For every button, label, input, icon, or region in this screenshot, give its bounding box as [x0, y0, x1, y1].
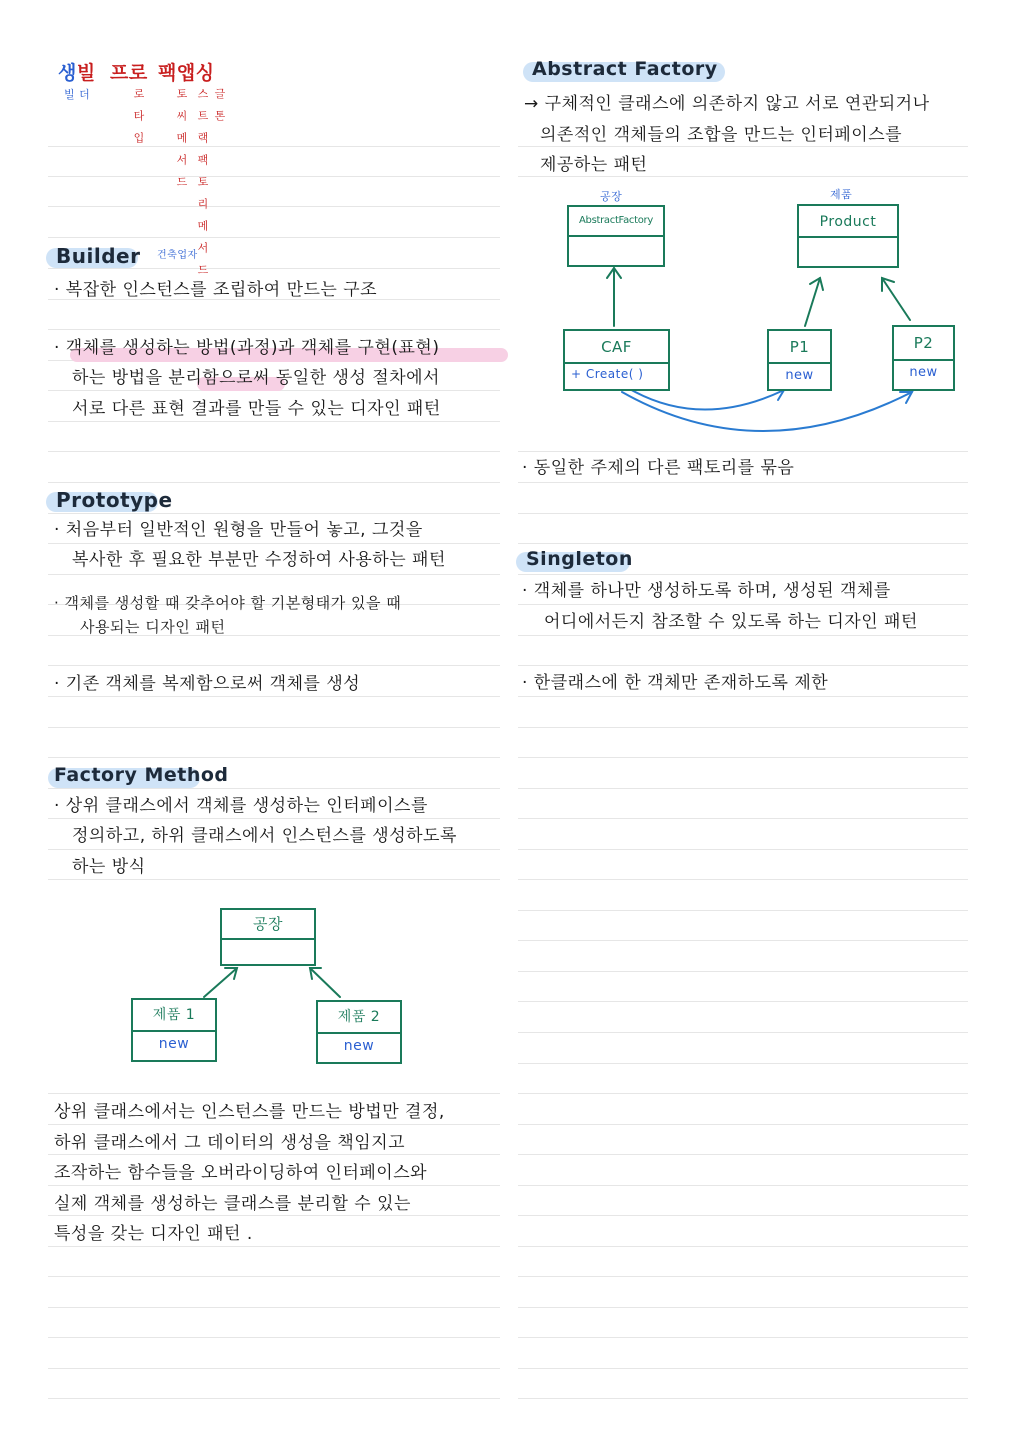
- af-box-product: [797, 204, 899, 268]
- prototype-line-3: · 객체를 생성할 때 갖추어야 할 기본형태가 있을 때: [54, 594, 402, 612]
- fm-box-product-1-label: 제품 1: [152, 1007, 196, 1023]
- builder-line-2: · 객체를 생성하는 방법(과정)과 객체를 구현(표현): [54, 338, 440, 358]
- abstract-factory-line-3: 제공하는 패턴: [540, 155, 648, 175]
- af-box-abstract-factory: [567, 205, 665, 267]
- mnemonic-word-1: 생빌: [58, 62, 96, 84]
- mnemonic-sub-singleton: 글 톤: [213, 88, 226, 120]
- factory-method-summary-2: 하위 클래스에서 그 데이터의 생성을 책임지고: [54, 1133, 406, 1153]
- abstract-factory-note: · 동일한 주제의 다른 팩토리를 묶음: [522, 458, 795, 478]
- singleton-line-1: · 객체를 하나만 생성하도록 하며, 생성된 객체를: [522, 581, 891, 601]
- fm-box-factory-label: 공장: [253, 915, 283, 933]
- abstract-factory-line-1: → 구체적인 클래스에 의존하지 않고 서로 연관되거나: [524, 94, 930, 114]
- af-box-caf-method: + Create( ): [571, 367, 644, 381]
- mnemonic-word-3: 팩앱싱: [158, 62, 215, 84]
- mnemonic-sub-builder: 빌 더: [64, 88, 91, 101]
- af-box-p1: [767, 329, 832, 391]
- factory-method-summary-5: 특성을 갖는 디자인 패턴 .: [54, 1224, 253, 1244]
- af-factory-caption: 공장: [600, 190, 623, 203]
- af-box-product-label: Product: [819, 214, 877, 230]
- af-arrow-p1: [805, 278, 820, 326]
- fm-box-product-2-label: 제품 2: [337, 1009, 381, 1025]
- abstract-factory-title: Abstract Factory: [532, 58, 718, 80]
- af-box-abstract-factory-label: AbstractFactory: [578, 215, 653, 226]
- prototype-line-5: · 기존 객체를 복제함으로써 객체를 생성: [54, 674, 361, 694]
- mnemonic-sub-abstract: 스 트 랙 팩 토 리 메 서 드: [196, 88, 209, 274]
- factory-method-summary-3: 조작하는 함수들을 오버라이딩하여 인터페이스와: [54, 1163, 428, 1183]
- singleton-title: Singleton: [526, 548, 633, 570]
- mnemonic-sub-proto: 로 타 입: [132, 88, 145, 142]
- builder-line-1: · 복잡한 인스턴스를 조립하여 만드는 구조: [54, 280, 378, 300]
- builder-tag: 건축업자: [157, 250, 198, 261]
- singleton-line-3: · 한클래스에 한 객체만 존재하도록 제한: [522, 673, 829, 693]
- prototype-line-4: 사용되는 디자인 패턴: [80, 618, 226, 636]
- af-box-p2-label: P2: [913, 334, 934, 352]
- abstract-factory-line-2: 의존적인 객체들의 조합을 만드는 인터페이스를: [540, 125, 903, 145]
- prototype-line-1: · 처음부터 일반적인 원형을 만들어 놓고, 그것을: [54, 520, 423, 540]
- factory-method-summary-4: 실제 객체를 생성하는 클래스를 분리할 수 있는: [54, 1194, 411, 1214]
- builder-line-3: 하는 방법을 분리함으로써 동일한 생성 절차에서: [72, 368, 440, 388]
- fm-box-product-2-method: new: [343, 1038, 375, 1054]
- factory-method-title: Factory Method: [54, 764, 229, 786]
- builder-title: Builder: [56, 244, 141, 268]
- af-box-caf: [563, 329, 670, 391]
- singleton-line-2: 어디에서든지 참조할 수 있도록 하는 디자인 패턴: [544, 612, 918, 632]
- af-box-p1-label: P1: [789, 338, 810, 356]
- af-product-caption: 제품: [830, 188, 853, 201]
- prototype-title: Prototype: [56, 488, 173, 512]
- builder-line-4: 서로 다른 표현 결과를 만들 수 있는 디자인 패턴: [72, 399, 441, 419]
- mnemonic-sub-factory: 토 씨 메 서 드: [175, 88, 188, 186]
- fm-box-product-1-method: new: [158, 1036, 190, 1052]
- factory-method-line-1: · 상위 클래스에서 객체를 생성하는 인터페이스를: [54, 796, 428, 816]
- af-box-p1-method: new: [785, 368, 814, 383]
- af-box-p2: [892, 325, 955, 391]
- mnemonic-word-2: 프로: [110, 62, 148, 84]
- af-box-p2-method: new: [909, 365, 938, 380]
- factory-method-line-3: 하는 방식: [72, 857, 146, 877]
- af-arrow-p2: [882, 278, 910, 320]
- af-box-caf-label: CAF: [601, 338, 632, 356]
- prototype-line-2: 복사한 후 필요한 부분만 수정하여 사용하는 패턴: [72, 550, 446, 570]
- factory-method-line-2: 정의하고, 하위 클래스에서 인스턴스를 생성하도록: [72, 826, 457, 846]
- factory-method-summary-1: 상위 클래스에서는 인스턴스를 만드는 방법만 결정,: [54, 1102, 445, 1122]
